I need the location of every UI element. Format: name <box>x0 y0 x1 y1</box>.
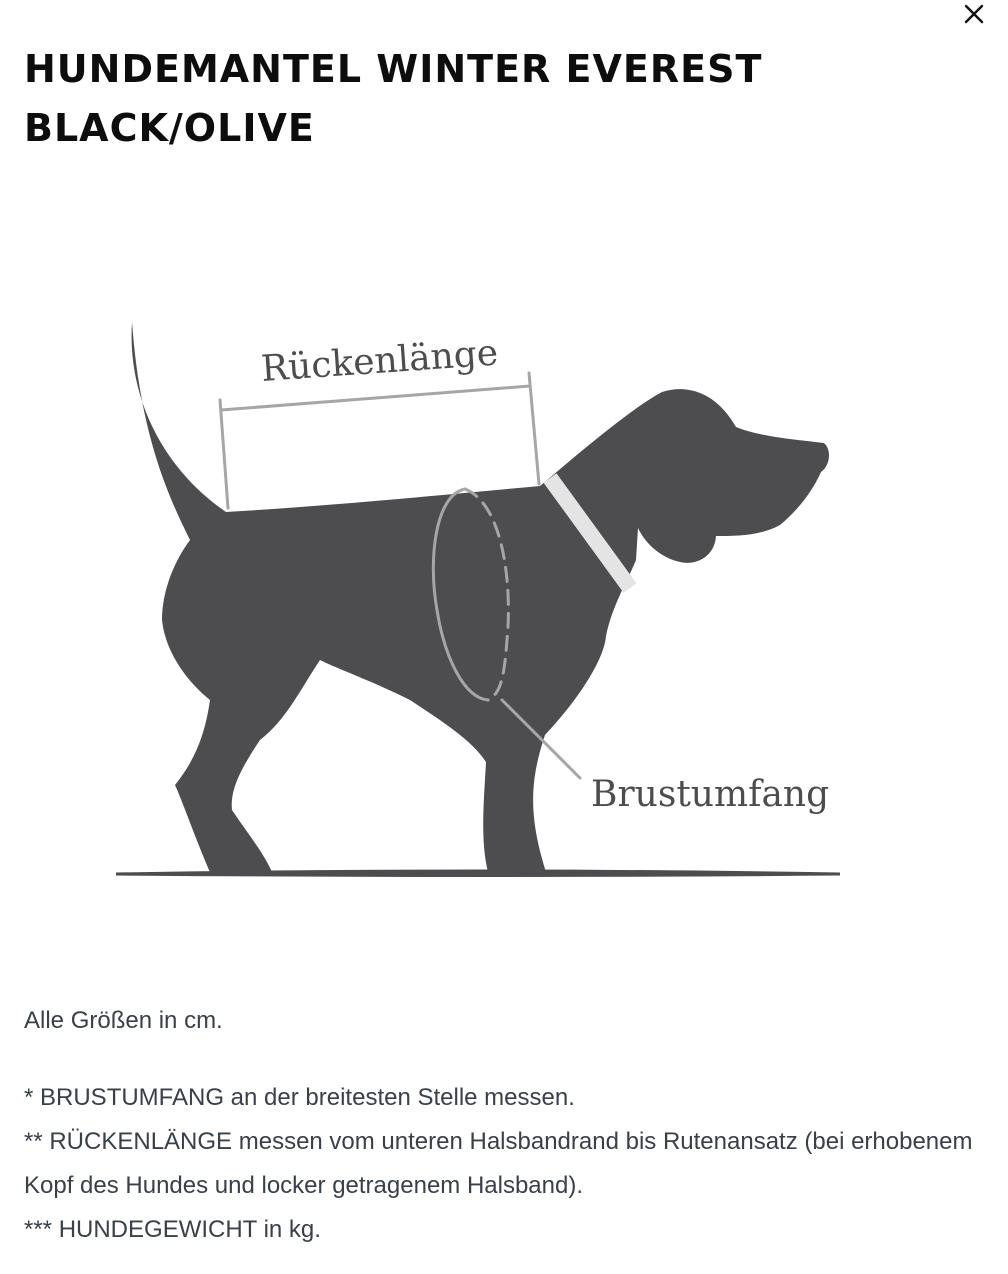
product-title-line-1: HUNDEMANTEL WINTER EVEREST <box>24 47 763 91</box>
unit-note: Alle Größen in cm. <box>24 1007 223 1034</box>
back-length-label: Rückenlänge <box>259 332 500 390</box>
measurement-notes <box>24 1076 984 1252</box>
product-title <box>24 40 924 158</box>
size-guide-diagram <box>0 300 1008 900</box>
note-weight: *** HUNDEGEWICHT in kg. <box>24 1216 321 1243</box>
dog-measurement-illustration <box>0 300 1008 900</box>
product-title-line-2: BLACK/OLIVE <box>24 106 315 150</box>
note-chest: * BRUSTUMFANG an der breitesten Stelle messen. <box>24 1084 575 1111</box>
close-icon <box>963 3 985 25</box>
chest-girth-label: Brustumfang <box>591 774 830 815</box>
note-back-length: ** RÜCKENLÄNGE messen vom unteren Halsbandrand bis Rutenansatz (bei erhobenem Kopf des Hundes und locker getragenem Halsband). <box>24 1128 973 1199</box>
back-length-measure <box>220 373 539 508</box>
size-info <box>24 1000 984 1252</box>
close-button[interactable] <box>960 0 988 28</box>
